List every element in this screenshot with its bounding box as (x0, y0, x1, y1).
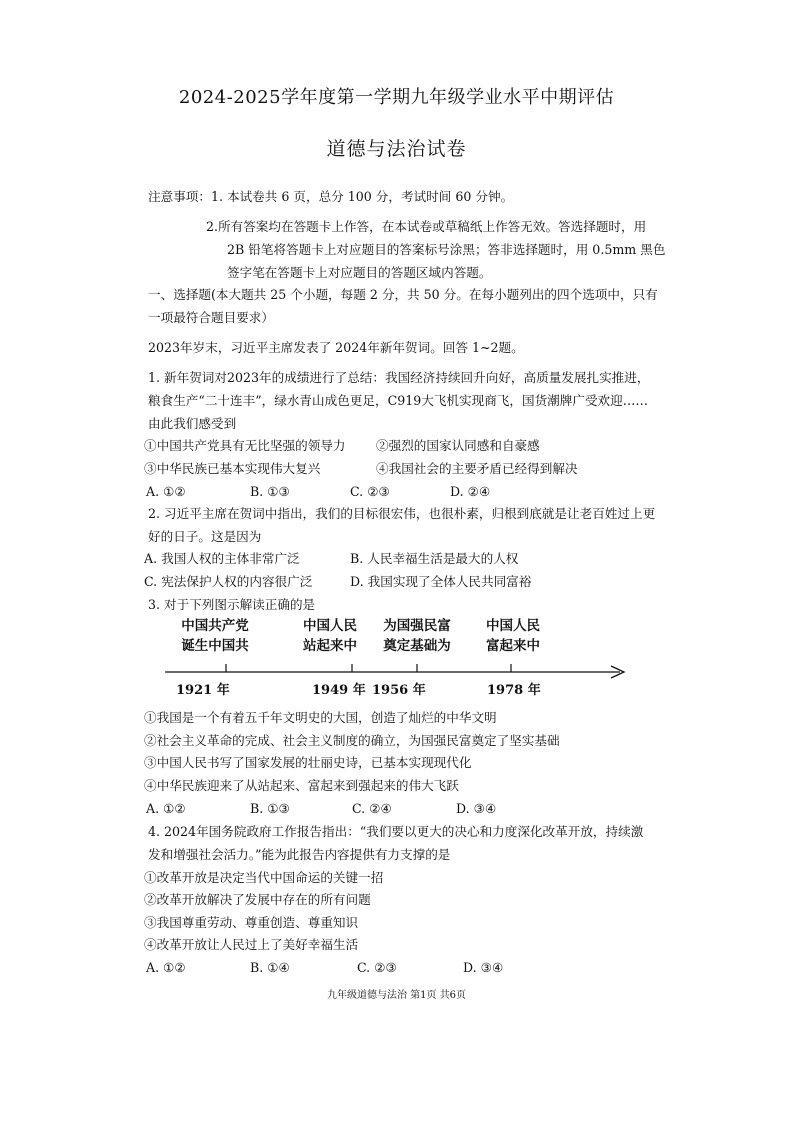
page-footer: 九年级道德与法治 第1页 共6页 (326, 990, 467, 1001)
exam-title: 2024-2025学年度第一学期九年级学业水平中期评估 (178, 87, 615, 108)
timeline-event-4-line-2: 富起来中 (486, 638, 540, 654)
q1-statement-2: ②强烈的国家认同感和自豪感 (376, 438, 540, 453)
timeline-event-2-line-2: 站起来中 (303, 638, 357, 654)
q4-statement-3: ③我国尊重劳动、尊重创造、尊重知识 (144, 915, 359, 930)
q3-option-c: C. ②④ (352, 801, 392, 816)
timeline-year-3: 1956 年 (372, 683, 426, 698)
q1-stem-line-3: 由此我们感受到 (148, 416, 237, 431)
q4-statement-2: ②改革开放解决了发展中存在的所有问题 (144, 892, 371, 907)
q4-option-c: C. ②③ (357, 960, 397, 975)
q3-statement-1: ①我国是一个有着五千年文明史的大国，创造了灿烂的中华文明 (144, 710, 497, 725)
timeline-event-3-line-2: 奠定基础为 (383, 638, 451, 654)
timeline-event-1-line-1: 中国共产党 (181, 618, 249, 634)
q3-stem: 3. 对于下列图示解读正确的是 (148, 597, 316, 612)
q3-statement-3: ③中国人民书写了国家发展的壮丽史诗，已基本实现现代化 (144, 755, 472, 770)
q3-statement-4: ④中华民族迎来了从站起来、富起来到强起来的伟大飞跃 (144, 778, 459, 793)
q1-option-a: A. ①② (146, 484, 186, 499)
q3-option-a: A. ①② (146, 801, 186, 816)
timeline-year-2: 1949 年 (312, 683, 366, 698)
section-heading-line-1: 一、选择题(本大题共 25 个小题，每题 2 分，共 50 分。在每小题列出的四个选项中，只有 (148, 287, 658, 302)
material-text: 2023年岁末，习近平主席发表了 2024年新年贺词。回答 1~2题。 (148, 340, 524, 355)
note-line-4: 签字笔在答题卡上对应题目的答题区域内答题。 (227, 265, 492, 280)
q4-stem-line-2: 发和增强社会活力。”能为此报告内容提供有力支撑的是 (148, 847, 451, 862)
q2-option-a: A. 我国人权的主体非常广泛 (144, 551, 300, 566)
q2-stem-line-2: 好的日子。这是因为 (148, 529, 262, 544)
section-heading-line-2: 一项最符合题目要求） (148, 310, 274, 325)
q1-option-b: B. ①③ (250, 484, 290, 499)
note-line-3: 2B 铅笔将答题卡上对应题目的答案标号涂黑；答非选择题时，用 0.5mm 黑色 (227, 242, 666, 257)
q3-statement-2: ②社会主义革命的完成、社会主义制度的确立，为国强民富奠定了坚实基础 (144, 733, 560, 748)
timeline-event-4-line-1: 中国人民 (486, 618, 540, 634)
timeline-year-4: 1978 年 (487, 683, 541, 698)
q1-option-d: D. ②④ (450, 484, 491, 499)
q1-stem-line-2: 粮食生产“二十连丰”，绿水青山成色更足，C919大飞机实现商飞，国货潮牌广受欢迎…… (148, 393, 648, 408)
note-line-1: 注意事项：1. 本试卷共 6 页，总分 100 分，考试时间 60 分钟。 (148, 189, 514, 204)
q2-option-b: B. 人民幸福生活是最大的人权 (350, 551, 519, 566)
q1-stem-line-1: 1. 新年贺词对2023年的成绩进行了总结：我国经济持续回升向好，高质量发展扎实推进， (148, 370, 650, 385)
note-line-2: 2.所有答案均在答题卡上作答，在本试卷或草稿纸上作答无效。答选择题时，用 (206, 219, 647, 234)
q1-statement-1: ①中国共产党具有无比坚强的领导力 (144, 438, 346, 453)
q3-option-b: B. ①③ (250, 801, 290, 816)
q4-option-a: A. ①② (146, 960, 186, 975)
q2-option-d: D. 我国实现了全体人民共同富裕 (350, 574, 532, 589)
timeline-event-1-line-2: 诞生中国共 (181, 638, 249, 654)
timeline-year-1: 1921 年 (176, 683, 230, 698)
timeline-event-2-line-1: 中国人民 (303, 618, 357, 634)
q1-statement-4: ④我国社会的主要矛盾已经得到解决 (376, 461, 578, 476)
q1-statement-3: ③中华民族已基本实现伟大复兴 (144, 461, 321, 476)
q3-option-d: D. ③④ (456, 801, 497, 816)
q4-option-b: B. ①④ (250, 960, 290, 975)
q4-option-d: D. ③④ (463, 960, 504, 975)
q4-statement-1: ①改革开放是决定当代中国命运的关键一招 (144, 870, 384, 885)
q4-statement-4: ④改革开放让人民过上了美好幸福生活 (144, 937, 359, 952)
timeline-event-3-line-1: 为国强民富 (383, 618, 451, 634)
q1-option-c: C. ②③ (350, 484, 390, 499)
exam-subtitle: 道德与法治试卷 (326, 138, 467, 160)
q4-stem-line-1: 4. 2024年国务院政府工作报告指出：“我们要以更大的决心和力度深化改革开放，持续激 (148, 824, 644, 839)
q2-option-c: C. 宪法保护人权的内容很广泛 (144, 574, 313, 589)
q2-stem-line-1: 2. 习近平主席在贺词中指出，我们的目标很宏伟，也很朴素，归根到底就是让老百姓过上更 (148, 506, 656, 521)
